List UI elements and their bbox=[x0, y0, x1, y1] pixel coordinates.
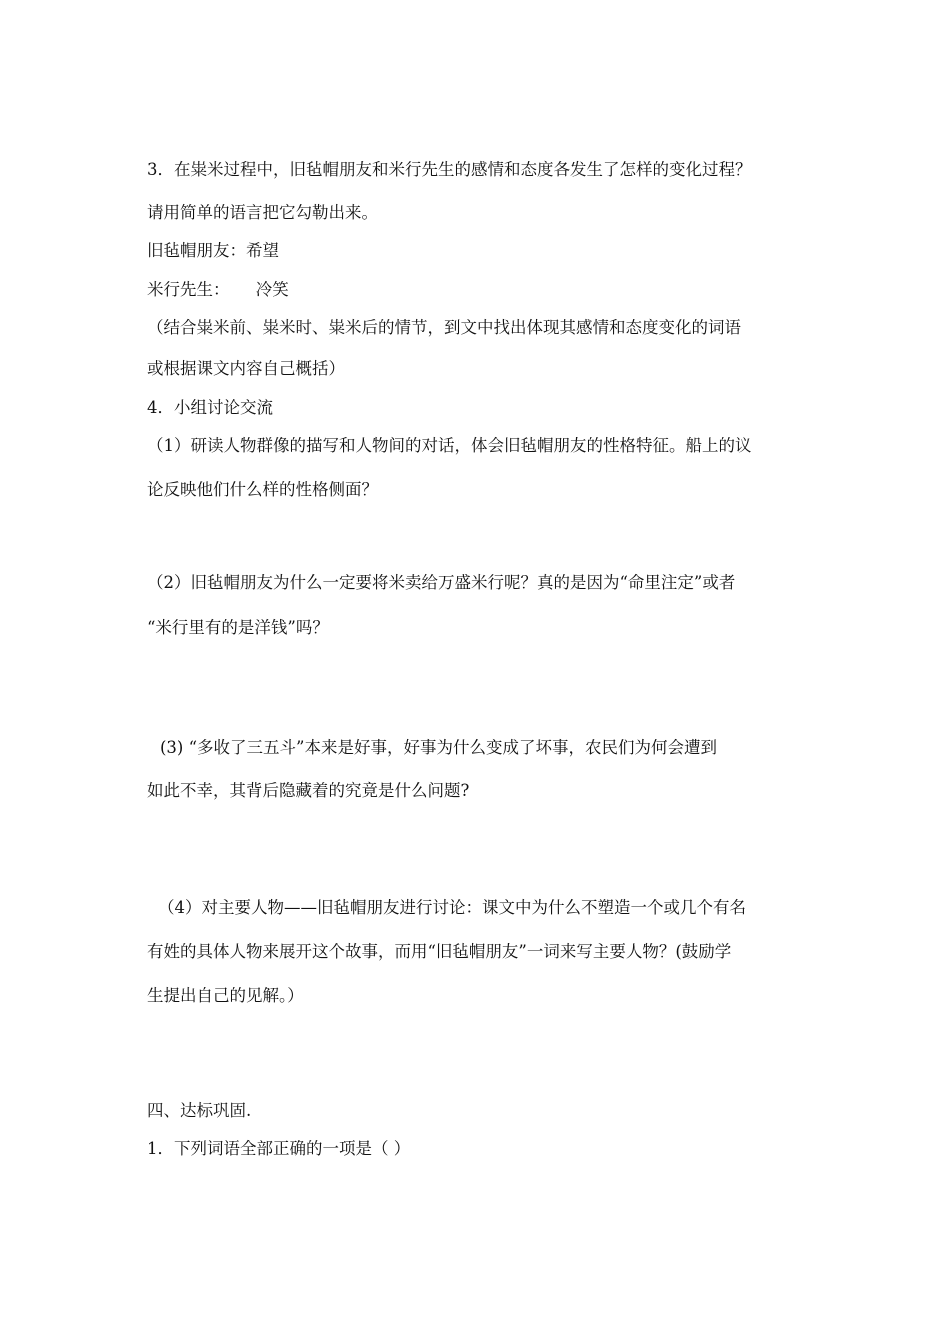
question-3-line-1: 3．在粜米过程中，旧毡帽朋友和米行先生的感情和态度各发生了怎样的变化过程？ bbox=[147, 160, 752, 179]
discussion-3-line-1: (3) “多收了三五斗”本来是好事，好事为什么变成了坏事，农民们为何会遭到 bbox=[160, 738, 717, 757]
question-4-title: 4．小组讨论交流 bbox=[147, 398, 273, 417]
discussion-1-line-1: （1）研读人物群像的描写和人物间的对话，体会旧毡帽朋友的性格特征。船上的议 bbox=[147, 436, 752, 455]
question-3-line-2: 请用简单的语言把它勾勒出来。 bbox=[147, 203, 378, 222]
hint-line-2: 或根据课文内容自己概括） bbox=[147, 359, 345, 378]
friend-emotion-line: 旧毡帽朋友：希望 bbox=[147, 241, 279, 260]
section-4-heading: 四、达标巩固. bbox=[147, 1101, 252, 1120]
discussion-3-line-2: 如此不幸，其背后隐藏着的究竟是什么问题? bbox=[147, 781, 470, 800]
exercise-1-question: 1．下列词语全部正确的一项是（ ） bbox=[147, 1139, 411, 1158]
discussion-2-line-1: （2）旧毡帽朋友为什么一定要将米卖给万盛米行呢？真的是因为“命里注定”或者 bbox=[147, 573, 736, 592]
discussion-2-line-2: “米行里有的是洋钱”吗？ bbox=[147, 618, 329, 637]
discussion-4-line-2: 有姓的具体人物来展开这个故事，而用“旧毡帽朋友”一词来写主要人物？(鼓励学 bbox=[147, 942, 732, 961]
discussion-1-line-2: 论反映他们什么样的性格侧面？ bbox=[147, 480, 378, 499]
hint-line-1: （结合粜米前、粜米时、粜米后的情节，到文中找出体现其感情和态度变化的词语 bbox=[147, 318, 741, 337]
discussion-4-line-1: （4）对主要人物——旧毡帽朋友进行讨论：课文中为什么不塑造一个或几个有名 bbox=[158, 898, 746, 917]
discussion-4-line-3: 生提出自己的见解。） bbox=[147, 986, 304, 1005]
merchant-emotion-line: 米行先生： 冷笑 bbox=[147, 280, 289, 299]
